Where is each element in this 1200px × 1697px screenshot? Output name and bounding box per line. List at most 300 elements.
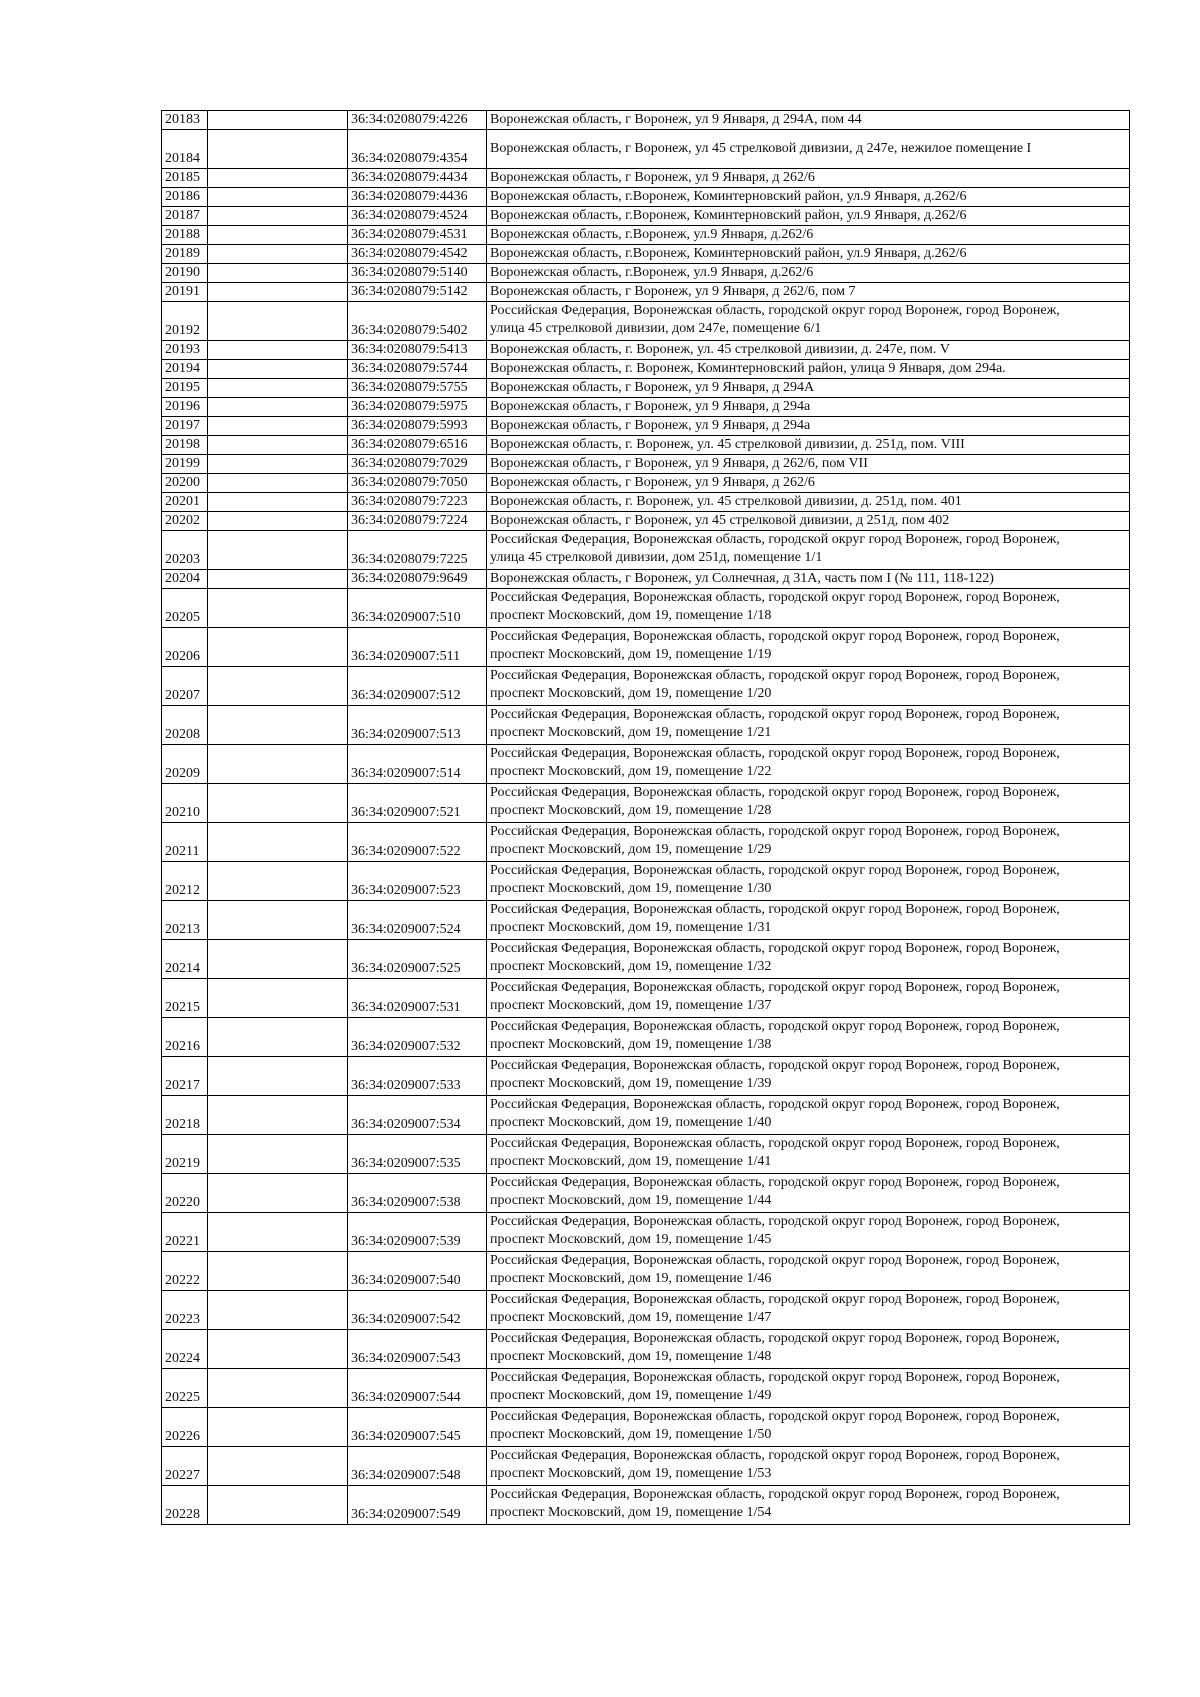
table-row (162, 111, 1130, 130)
address-cell (487, 784, 1130, 823)
address-line: Российская Федерация, Воронежская область, городской округ город Воронеж, город Воронеж, (490, 1292, 1060, 1307)
address-cell (487, 628, 1130, 667)
empty-cell (208, 745, 348, 784)
address-line: Российская Федерация, Воронежская область, городской округ город Воронеж, город Воронеж, (490, 863, 1060, 878)
row-number-cell: 20208 (162, 706, 208, 745)
cadastral-number-cell: 36:34:0209007:549 (348, 1486, 487, 1525)
empty-cell (208, 1018, 348, 1057)
address-cell (487, 1135, 1130, 1174)
empty-cell (208, 1369, 348, 1408)
row-number-cell: 20227 (162, 1447, 208, 1486)
row-number-cell: 20197 (162, 417, 208, 436)
address-cell (487, 1369, 1130, 1408)
address-line: проспект Московский, дом 19, помещение 1/54 (490, 1505, 772, 1520)
address-line: проспект Московский, дом 19, помещение 1/46 (490, 1271, 772, 1286)
property-table-body (162, 111, 1130, 1525)
empty-cell (208, 493, 348, 512)
empty-cell (208, 283, 348, 302)
table-row (162, 341, 1130, 360)
row-number-cell: 20212 (162, 862, 208, 901)
cadastral-number-cell: 36:34:0208079:5755 (348, 379, 487, 398)
empty-cell (208, 628, 348, 667)
cadastral-number-cell: 36:34:0208079:5142 (348, 283, 487, 302)
address-line: Российская Федерация, Воронежская область, городской округ город Воронеж, город Воронеж, (490, 746, 1060, 761)
cadastral-number-cell: 36:34:0208079:7225 (348, 531, 487, 570)
address-line: проспект Московский, дом 19, помещение 1/49 (490, 1388, 772, 1403)
table-row (162, 1057, 1130, 1096)
row-number-cell: 20190 (162, 264, 208, 283)
address-line: проспект Московский, дом 19, помещение 1/22 (490, 764, 772, 779)
address-cell (487, 1057, 1130, 1096)
address-cell (487, 1291, 1130, 1330)
row-number-cell: 20206 (162, 628, 208, 667)
cadastral-number-cell: 36:34:0209007:511 (348, 628, 487, 667)
address-line: Российская Федерация, Воронежская область, городской округ город Воронеж, город Воронеж, (490, 532, 1060, 547)
address-line: Воронежская область, г Воронеж, ул 9 Января, д 294а (490, 418, 811, 433)
address-line: Российская Федерация, Воронежская область, городской округ город Воронеж, город Воронеж, (490, 1370, 1060, 1385)
address-line: Российская Федерация, Воронежская область, городской округ город Воронеж, город Воронеж, (490, 1253, 1060, 1268)
address-line: Российская Федерация, Воронежская область, городской округ город Воронеж, город Воронеж, (490, 303, 1060, 318)
address-cell (487, 745, 1130, 784)
row-number-cell: 20228 (162, 1486, 208, 1525)
address-cell (487, 1252, 1130, 1291)
address-line: проспект Московский, дом 19, помещение 1/50 (490, 1427, 772, 1442)
cadastral-number-cell: 36:34:0209007:534 (348, 1096, 487, 1135)
row-number-cell: 20217 (162, 1057, 208, 1096)
address-line: проспект Московский, дом 19, помещение 1/21 (490, 725, 772, 740)
row-number-cell: 20222 (162, 1252, 208, 1291)
table-row (162, 436, 1130, 455)
property-table (161, 110, 1130, 1525)
address-line: Российская Федерация, Воронежская область, городской округ город Воронеж, город Воронеж, (490, 707, 1060, 722)
row-number-cell: 20195 (162, 379, 208, 398)
row-number-cell: 20214 (162, 940, 208, 979)
table-row (162, 493, 1130, 512)
cadastral-number-cell: 36:34:0209007:523 (348, 862, 487, 901)
table-row (162, 862, 1130, 901)
empty-cell (208, 111, 348, 130)
cadastral-number-cell: 36:34:0208079:5975 (348, 398, 487, 417)
empty-cell (208, 531, 348, 570)
table-row (162, 417, 1130, 436)
address-line: Российская Федерация, Воронежская область, городской округ город Воронеж, город Воронеж, (490, 1058, 1060, 1073)
address-line: проспект Московский, дом 19, помещение 1/37 (490, 998, 772, 1013)
row-number-cell: 20210 (162, 784, 208, 823)
row-number-cell: 20219 (162, 1135, 208, 1174)
address-line: Воронежская область, г.Воронеж, ул.9 Января, д.262/6 (490, 227, 814, 242)
empty-cell (208, 245, 348, 264)
row-number-cell: 20223 (162, 1291, 208, 1330)
empty-cell (208, 1252, 348, 1291)
empty-cell (208, 784, 348, 823)
cadastral-number-cell: 36:34:0208079:5744 (348, 360, 487, 379)
row-number-cell: 20218 (162, 1096, 208, 1135)
row-number-cell: 20194 (162, 360, 208, 379)
address-line: Российская Федерация, Воронежская область, городской округ город Воронеж, город Воронеж, (490, 629, 1060, 644)
empty-cell (208, 1408, 348, 1447)
address-cell (487, 589, 1130, 628)
cadastral-number-cell: 36:34:0208079:5402 (348, 302, 487, 341)
address-cell (487, 667, 1130, 706)
address-line: Воронежская область, г Воронеж, ул 9 Января, д 262/6 (490, 475, 815, 490)
address-line: Российская Федерация, Воронежская область, городской округ город Воронеж, город Воронеж, (490, 1487, 1060, 1502)
address-cell (487, 862, 1130, 901)
row-number-cell: 20196 (162, 398, 208, 417)
cadastral-number-cell: 36:34:0209007:538 (348, 1174, 487, 1213)
empty-cell (208, 341, 348, 360)
table-row (162, 1486, 1130, 1525)
address-cell (487, 570, 1130, 589)
address-cell (487, 531, 1130, 570)
row-number-cell: 20187 (162, 207, 208, 226)
address-line: Российская Федерация, Воронежская область, городской округ город Воронеж, город Воронеж, (490, 668, 1060, 683)
table-row (162, 570, 1130, 589)
address-cell (487, 245, 1130, 264)
cadastral-number-cell: 36:34:0209007:521 (348, 784, 487, 823)
cadastral-number-cell: 36:34:0209007:532 (348, 1018, 487, 1057)
address-line: Российская Федерация, Воронежская область, городской округ город Воронеж, город Воронеж, (490, 1019, 1060, 1034)
address-line: улица 45 стрелковой дивизии, дом 247е, помещение 6/1 (490, 321, 822, 336)
table-row (162, 398, 1130, 417)
address-cell (487, 474, 1130, 493)
table-row (162, 188, 1130, 207)
table-row (162, 1330, 1130, 1369)
table-row (162, 283, 1130, 302)
cadastral-number-cell: 36:34:0208079:4434 (348, 169, 487, 188)
row-number-cell: 20183 (162, 111, 208, 130)
cadastral-number-cell: 36:34:0208079:9649 (348, 570, 487, 589)
address-line: Российская Федерация, Воронежская область, городской округ город Воронеж, город Воронеж, (490, 980, 1060, 995)
row-number-cell: 20202 (162, 512, 208, 531)
table-row (162, 302, 1130, 341)
cadastral-number-cell: 36:34:0209007:531 (348, 979, 487, 1018)
row-number-cell: 20201 (162, 493, 208, 512)
address-line: Воронежская область, г.Воронеж, Коминтерновский район, ул.9 Января, д.262/6 (490, 189, 967, 204)
cadastral-number-cell: 36:34:0209007:539 (348, 1213, 487, 1252)
table-row (162, 1213, 1130, 1252)
table-row (162, 589, 1130, 628)
cadastral-number-cell: 36:34:0208079:6516 (348, 436, 487, 455)
row-number-cell: 20193 (162, 341, 208, 360)
row-number-cell: 20207 (162, 667, 208, 706)
empty-cell (208, 940, 348, 979)
address-line: Воронежская область, г.Воронеж, ул.9 Января, д.262/6 (490, 265, 814, 280)
cadastral-number-cell: 36:34:0208079:5413 (348, 341, 487, 360)
empty-cell (208, 570, 348, 589)
empty-cell (208, 188, 348, 207)
table-row (162, 823, 1130, 862)
address-line: Воронежская область, г. Воронеж, Коминтерновский район, улица 9 Января, дом 294а. (490, 361, 1006, 376)
address-cell (487, 207, 1130, 226)
address-cell (487, 979, 1130, 1018)
table-row (162, 169, 1130, 188)
table-row (162, 667, 1130, 706)
table-row (162, 1447, 1130, 1486)
address-line: Воронежская область, г. Воронеж, ул. 45 стрелковой дивизии, д. 251д, пом. VIII (490, 437, 965, 452)
address-line: Российская Федерация, Воронежская область, городской округ город Воронеж, город Воронеж, (490, 902, 1060, 917)
address-line: Российская Федерация, Воронежская область, городской округ город Воронеж, город Воронеж, (490, 1448, 1060, 1463)
table-row (162, 784, 1130, 823)
cadastral-number-cell: 36:34:0209007:513 (348, 706, 487, 745)
cadastral-number-cell: 36:34:0209007:542 (348, 1291, 487, 1330)
address-cell (487, 169, 1130, 188)
table-row (162, 979, 1130, 1018)
address-line: проспект Московский, дом 19, помещение 1/41 (490, 1154, 772, 1169)
address-line: Российская Федерация, Воронежская область, городской округ город Воронеж, город Воронеж, (490, 941, 1060, 956)
cadastral-number-cell: 36:34:0209007:540 (348, 1252, 487, 1291)
empty-cell (208, 667, 348, 706)
address-cell (487, 455, 1130, 474)
address-line: Воронежская область, г. Воронеж, ул. 45 стрелковой дивизии, д. 247е, пом. V (490, 342, 950, 357)
row-number-cell: 20184 (162, 130, 208, 169)
empty-cell (208, 979, 348, 1018)
cadastral-number-cell: 36:34:0209007:544 (348, 1369, 487, 1408)
address-line: проспект Московский, дом 19, помещение 1/47 (490, 1310, 772, 1325)
address-line: проспект Московский, дом 19, помещение 1/30 (490, 881, 772, 896)
row-number-cell: 20199 (162, 455, 208, 474)
address-line: Воронежская область, г Воронеж, ул 9 Января, д 294А (490, 380, 815, 395)
table-row (162, 1135, 1130, 1174)
row-number-cell: 20198 (162, 436, 208, 455)
address-line: Воронежская область, г. Воронеж, ул. 45 стрелковой дивизии, д. 251д, пом. 401 (490, 494, 962, 509)
row-number-cell: 20211 (162, 823, 208, 862)
address-line: проспект Московский, дом 19, помещение 1/40 (490, 1115, 772, 1130)
address-cell (487, 341, 1130, 360)
row-number-cell: 20216 (162, 1018, 208, 1057)
address-line: Воронежская область, г Воронеж, ул 45 стрелковой дивизии, д 247е, нежилое помещение I (490, 141, 1032, 156)
empty-cell (208, 512, 348, 531)
address-line: проспект Московский, дом 19, помещение 1/39 (490, 1076, 772, 1091)
empty-cell (208, 1213, 348, 1252)
cadastral-number-cell: 36:34:0209007:545 (348, 1408, 487, 1447)
row-number-cell: 20226 (162, 1408, 208, 1447)
empty-cell (208, 589, 348, 628)
empty-cell (208, 360, 348, 379)
cadastral-number-cell: 36:34:0209007:548 (348, 1447, 487, 1486)
empty-cell (208, 1447, 348, 1486)
address-line: проспект Московский, дом 19, помещение 1/31 (490, 920, 772, 935)
empty-cell (208, 455, 348, 474)
table-row (162, 226, 1130, 245)
cadastral-number-cell: 36:34:0208079:7224 (348, 512, 487, 531)
cadastral-number-cell: 36:34:0208079:7223 (348, 493, 487, 512)
row-number-cell: 20225 (162, 1369, 208, 1408)
address-cell (487, 379, 1130, 398)
address-line: Российская Федерация, Воронежская область, городской округ город Воронеж, город Воронеж, (490, 1136, 1060, 1151)
cadastral-number-cell: 36:34:0209007:514 (348, 745, 487, 784)
table-row (162, 245, 1130, 264)
address-line: улица 45 стрелковой дивизии, дом 251д, помещение 1/1 (490, 550, 823, 565)
address-cell (487, 436, 1130, 455)
row-number-cell: 20191 (162, 283, 208, 302)
address-line: проспект Московский, дом 19, помещение 1/32 (490, 959, 772, 974)
empty-cell (208, 1486, 348, 1525)
table-row (162, 455, 1130, 474)
address-line: проспект Московский, дом 19, помещение 1/53 (490, 1466, 772, 1481)
address-line: Воронежская область, г Воронеж, ул 9 Января, д 262/6 (490, 170, 815, 185)
address-line: Воронежская область, г Воронеж, ул 9 Января, д 294А, пом 44 (490, 112, 862, 127)
address-cell (487, 188, 1130, 207)
empty-cell (208, 862, 348, 901)
address-cell (487, 111, 1130, 130)
row-number-cell: 20205 (162, 589, 208, 628)
address-line: проспект Московский, дом 19, помещение 1/20 (490, 686, 772, 701)
address-cell (487, 226, 1130, 245)
table-row (162, 1291, 1130, 1330)
empty-cell (208, 302, 348, 341)
address-cell (487, 1096, 1130, 1135)
cadastral-number-cell: 36:34:0209007:522 (348, 823, 487, 862)
address-line: Воронежская область, г Воронеж, ул Солнечная, д 31А, часть пом I (№ 111, 118-122) (490, 571, 994, 586)
empty-cell (208, 706, 348, 745)
address-cell (487, 283, 1130, 302)
empty-cell (208, 474, 348, 493)
table-row (162, 628, 1130, 667)
address-line: Российская Федерация, Воронежская область, городской округ город Воронеж, город Воронеж, (490, 824, 1060, 839)
table-row (162, 1252, 1130, 1291)
address-cell (487, 1018, 1130, 1057)
address-line: Российская Федерация, Воронежская область, городской округ город Воронеж, город Воронеж, (490, 785, 1060, 800)
address-line: Российская Федерация, Воронежская область, городской округ город Воронеж, город Воронеж, (490, 1175, 1060, 1190)
address-cell (487, 398, 1130, 417)
address-cell (487, 417, 1130, 436)
row-number-cell: 20220 (162, 1174, 208, 1213)
cadastral-number-cell: 36:34:0208079:5140 (348, 264, 487, 283)
address-cell (487, 823, 1130, 862)
row-number-cell: 20189 (162, 245, 208, 264)
address-cell (487, 512, 1130, 531)
cadastral-number-cell: 36:34:0209007:524 (348, 901, 487, 940)
cadastral-number-cell: 36:34:0208079:4531 (348, 226, 487, 245)
row-number-cell: 20185 (162, 169, 208, 188)
table-row (162, 1174, 1130, 1213)
empty-cell (208, 264, 348, 283)
table-row (162, 207, 1130, 226)
cadastral-number-cell: 36:34:0208079:4354 (348, 130, 487, 169)
address-cell (487, 264, 1130, 283)
address-cell (487, 130, 1130, 169)
address-cell (487, 302, 1130, 341)
table-row (162, 531, 1130, 570)
table-row (162, 940, 1130, 979)
cadastral-number-cell: 36:34:0208079:4436 (348, 188, 487, 207)
address-line: проспект Московский, дом 19, помещение 1/18 (490, 608, 772, 623)
table-row (162, 706, 1130, 745)
address-line: проспект Московский, дом 19, помещение 1/38 (490, 1037, 772, 1052)
address-line: Воронежская область, г.Воронеж, Коминтерновский район, ул.9 Января, д.262/6 (490, 208, 967, 223)
cadastral-number-cell: 36:34:0208079:4542 (348, 245, 487, 264)
empty-cell (208, 823, 348, 862)
cadastral-number-cell: 36:34:0209007:535 (348, 1135, 487, 1174)
address-line: проспект Московский, дом 19, помещение 1/48 (490, 1349, 772, 1364)
row-number-cell: 20203 (162, 531, 208, 570)
address-cell (487, 1486, 1130, 1525)
row-number-cell: 20188 (162, 226, 208, 245)
empty-cell (208, 169, 348, 188)
table-row (162, 1408, 1130, 1447)
address-cell (487, 706, 1130, 745)
row-number-cell: 20200 (162, 474, 208, 493)
address-line: Российская Федерация, Воронежская область, городской округ город Воронеж, город Воронеж, (490, 1097, 1060, 1112)
row-number-cell: 20209 (162, 745, 208, 784)
address-cell (487, 1213, 1130, 1252)
table-row (162, 379, 1130, 398)
empty-cell (208, 1096, 348, 1135)
table-row (162, 901, 1130, 940)
cadastral-number-cell: 36:34:0208079:7050 (348, 474, 487, 493)
address-line: Воронежская область, г Воронеж, ул 9 Января, д 262/6, пом VII (490, 456, 868, 471)
row-number-cell: 20215 (162, 979, 208, 1018)
address-line: Воронежская область, г.Воронеж, Коминтерновский район, ул.9 Января, д.262/6 (490, 246, 967, 261)
table-row (162, 1369, 1130, 1408)
address-line: Воронежская область, г Воронеж, ул 45 стрелковой дивизии, д 251д, пом 402 (490, 513, 950, 528)
address-line: Российская Федерация, Воронежская область, городской округ город Воронеж, город Воронеж, (490, 1214, 1060, 1229)
address-cell (487, 1447, 1130, 1486)
table-row (162, 512, 1130, 531)
cadastral-number-cell: 36:34:0208079:4226 (348, 111, 487, 130)
table-row (162, 745, 1130, 784)
cadastral-number-cell: 36:34:0209007:543 (348, 1330, 487, 1369)
empty-cell (208, 417, 348, 436)
table-row (162, 474, 1130, 493)
table-row (162, 1096, 1130, 1135)
empty-cell (208, 207, 348, 226)
table-row (162, 1018, 1130, 1057)
empty-cell (208, 1174, 348, 1213)
address-line: проспект Московский, дом 19, помещение 1/28 (490, 803, 772, 818)
address-cell (487, 901, 1130, 940)
cadastral-number-cell: 36:34:0209007:512 (348, 667, 487, 706)
address-line: проспект Московский, дом 19, помещение 1/19 (490, 647, 772, 662)
empty-cell (208, 1135, 348, 1174)
address-line: Российская Федерация, Воронежская область, городской округ город Воронеж, город Воронеж, (490, 1409, 1060, 1424)
empty-cell (208, 398, 348, 417)
table-row (162, 264, 1130, 283)
row-number-cell: 20221 (162, 1213, 208, 1252)
address-line: Российская Федерация, Воронежская область, городской округ город Воронеж, город Воронеж, (490, 1331, 1060, 1346)
cadastral-number-cell: 36:34:0209007:510 (348, 589, 487, 628)
address-cell (487, 1330, 1130, 1369)
table-row (162, 360, 1130, 379)
cadastral-number-cell: 36:34:0208079:5993 (348, 417, 487, 436)
row-number-cell: 20204 (162, 570, 208, 589)
address-cell (487, 493, 1130, 512)
empty-cell (208, 901, 348, 940)
empty-cell (208, 1330, 348, 1369)
cadastral-number-cell: 36:34:0209007:525 (348, 940, 487, 979)
address-line: Воронежская область, г Воронеж, ул 9 Января, д 294а (490, 399, 811, 414)
cadastral-number-cell: 36:34:0208079:4524 (348, 207, 487, 226)
address-cell (487, 1408, 1130, 1447)
row-number-cell: 20224 (162, 1330, 208, 1369)
row-number-cell: 20186 (162, 188, 208, 207)
address-line: Российская Федерация, Воронежская область, городской округ город Воронеж, город Воронеж, (490, 590, 1060, 605)
row-number-cell: 20192 (162, 302, 208, 341)
row-number-cell: 20213 (162, 901, 208, 940)
address-cell (487, 940, 1130, 979)
cadastral-number-cell: 36:34:0208079:7029 (348, 455, 487, 474)
address-line: проспект Московский, дом 19, помещение 1/44 (490, 1193, 772, 1208)
address-line: проспект Московский, дом 19, помещение 1/29 (490, 842, 772, 857)
table-row (162, 130, 1130, 169)
empty-cell (208, 436, 348, 455)
empty-cell (208, 1291, 348, 1330)
cadastral-number-cell: 36:34:0209007:533 (348, 1057, 487, 1096)
address-cell (487, 1174, 1130, 1213)
address-line: Воронежская область, г Воронеж, ул 9 Января, д 262/6, пом 7 (490, 284, 856, 299)
address-line: проспект Московский, дом 19, помещение 1/45 (490, 1232, 772, 1247)
empty-cell (208, 226, 348, 245)
